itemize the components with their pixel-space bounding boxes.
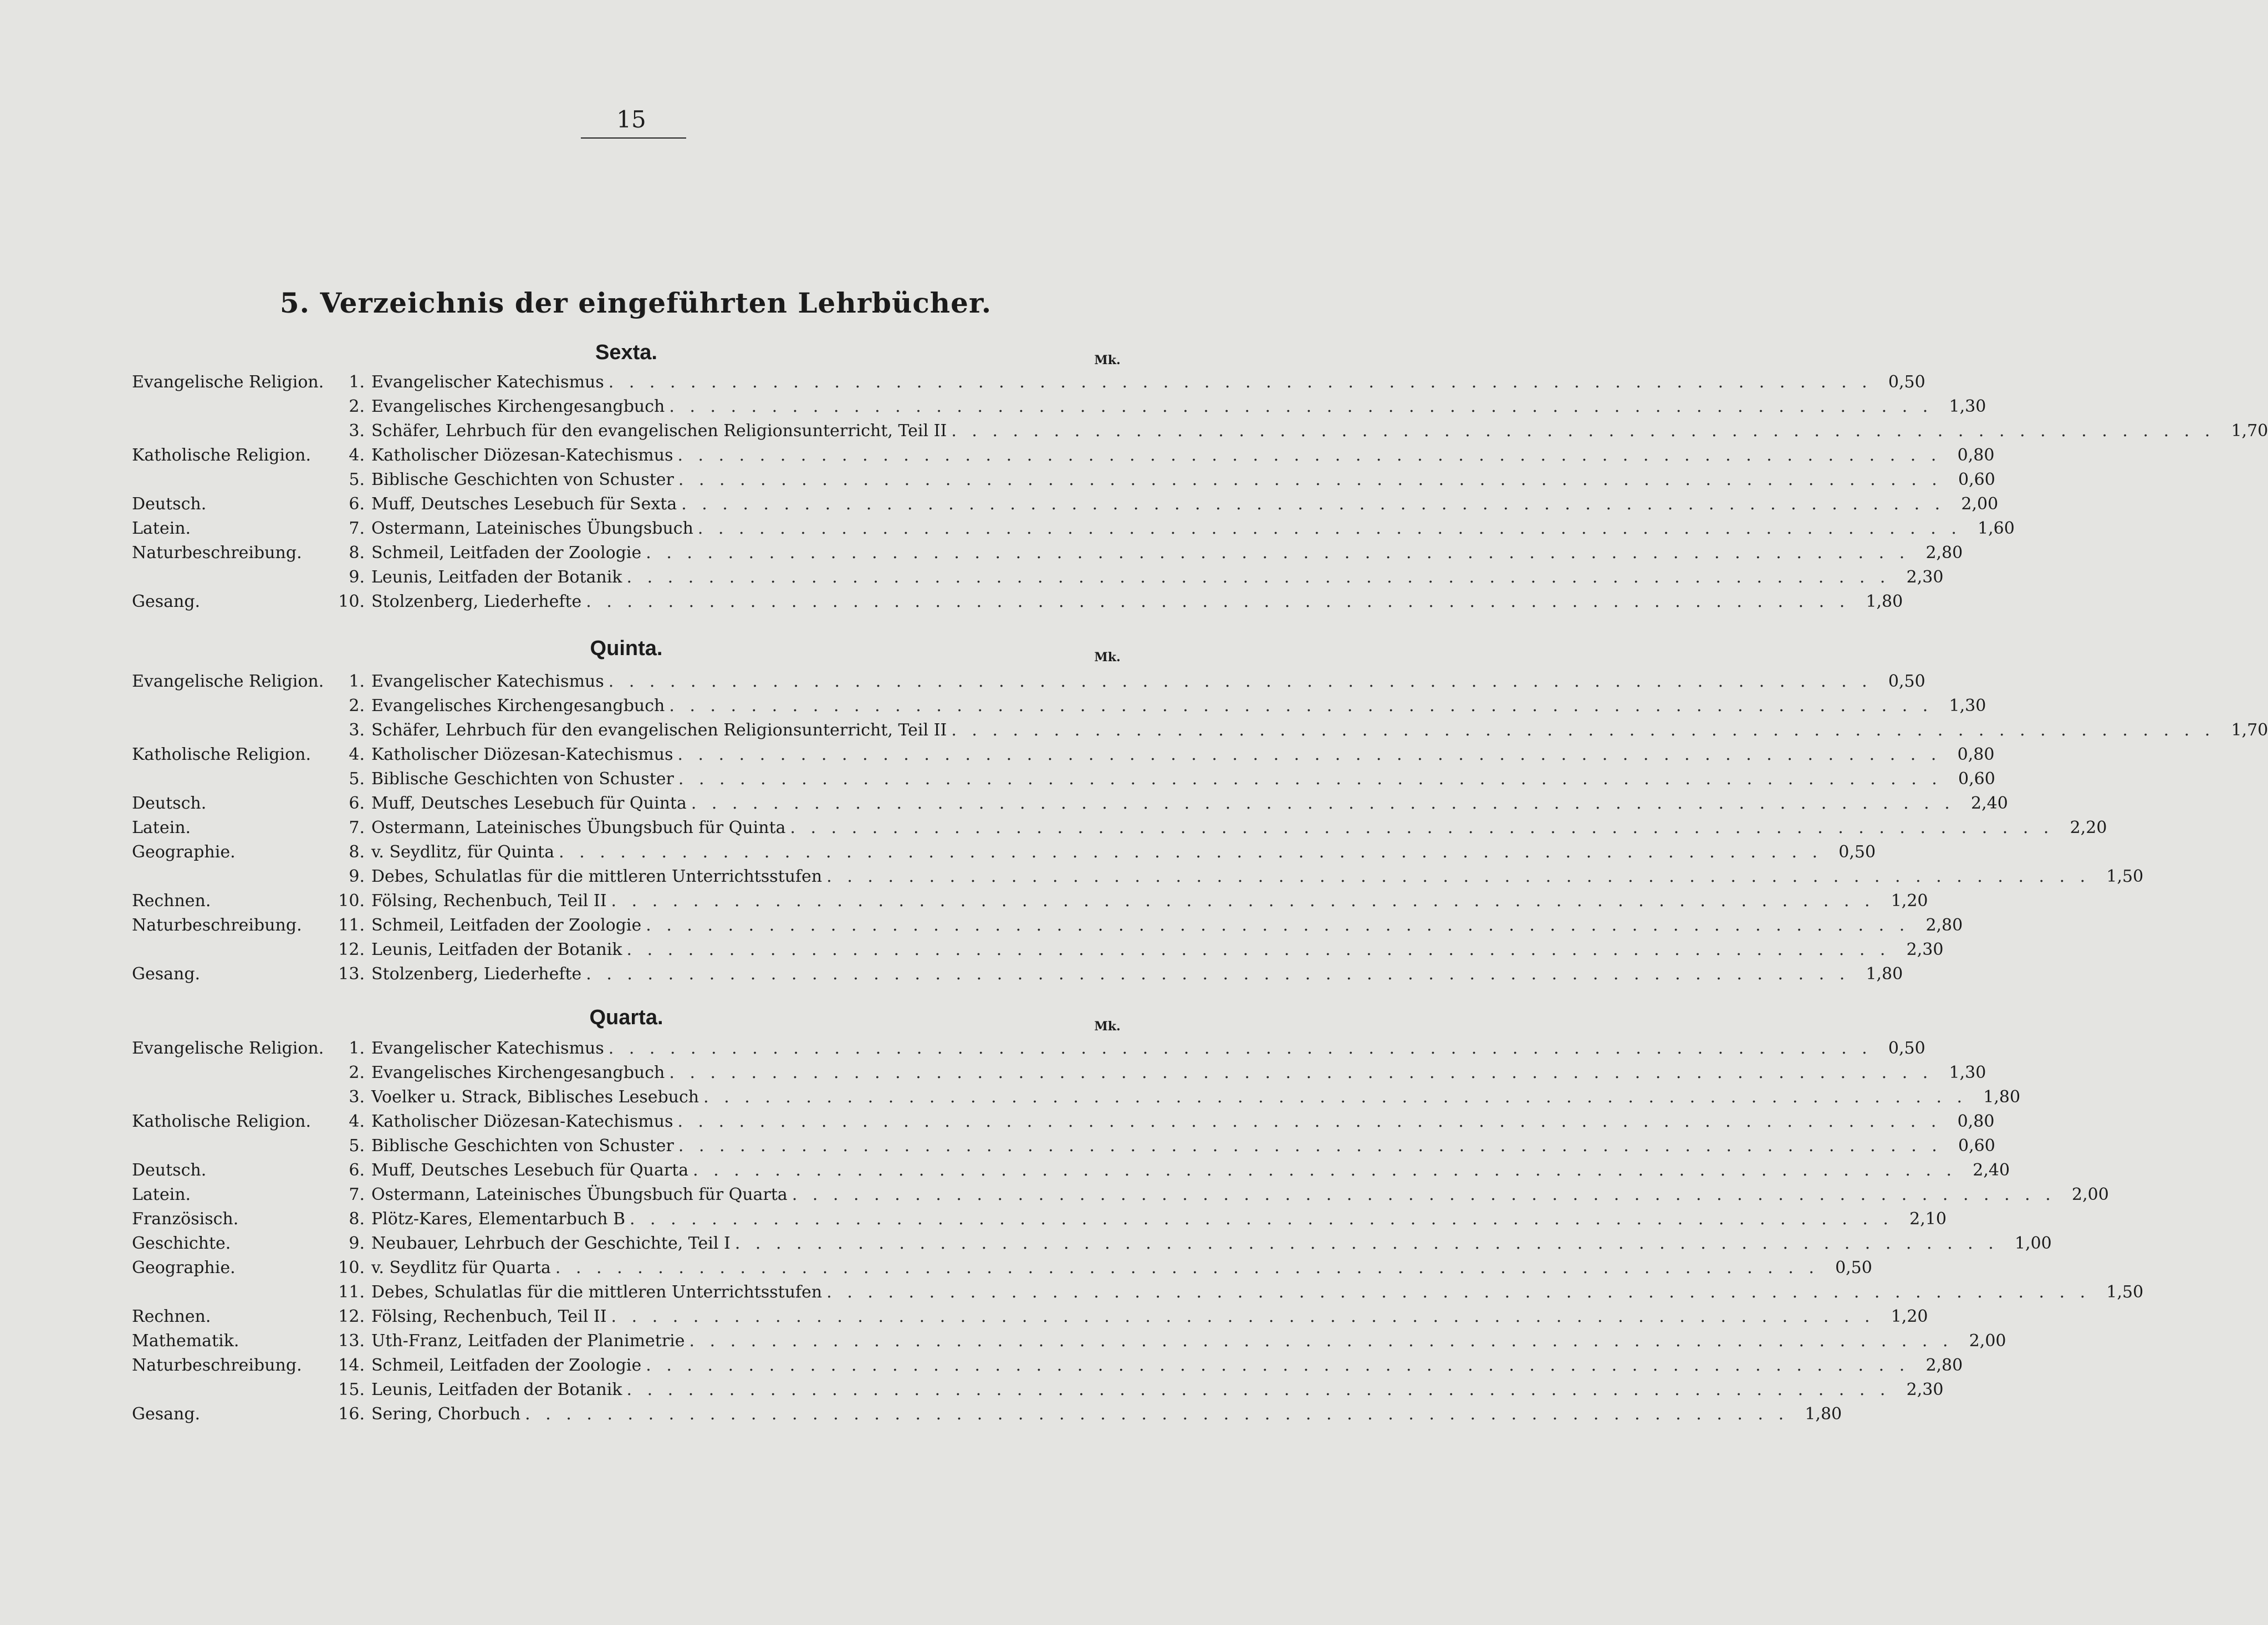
book-entry	[331, 468, 1995, 492]
book-title: Schäfer, Lehrbuch für den evangelischen Religionsunterricht, Teil II	[371, 421, 947, 441]
item-number: 11.	[338, 1282, 365, 1302]
subject-label: Katholische Religion.	[132, 446, 311, 465]
subject-label: Gesang.	[132, 592, 201, 611]
price: 1,50	[2106, 867, 2144, 886]
leader-dots: . . . . . . . . . . . . . . . . . . . . . . . . . . . . . . . . . . . . . . . . . . . . . . . . . . . . . . . . . . . . . .	[790, 818, 2054, 837]
table-row	[132, 694, 1986, 718]
leader-dots: . . . . . . . . . . . . . . . . . . . . . . . . . . . . . . . . . . . . . . . . . . . . . . . . . . . . . . . . . . . . . .	[693, 1161, 1957, 1180]
item-number: 5.	[349, 470, 365, 489]
price: 2,10	[1909, 1209, 1947, 1229]
book-entry	[331, 1305, 1928, 1329]
subject-label: Evangelische Religion.	[132, 372, 324, 392]
table-row	[132, 517, 2015, 541]
item-number: 1.	[349, 1039, 365, 1058]
item-number: 5.	[349, 1136, 365, 1156]
item-number: 12.	[338, 940, 365, 959]
book-entry	[331, 1183, 2109, 1207]
leader-dots: . . . . . . . . . . . . . . . . . . . . . . . . . . . . . . . . . . . . . . . . . . . . . . . . . . . . . . . . . . . . . .	[669, 397, 1933, 416]
item-number: 11.	[338, 916, 365, 935]
price: 2,30	[1906, 940, 1944, 959]
page-number: 15	[616, 106, 646, 133]
table-row	[132, 718, 2268, 743]
subject-label: Geschichte.	[132, 1234, 231, 1253]
leader-dots: . . . . . . . . . . . . . . . . . . . . . . . . . . . . . . . . . . . . . . . . . . . . . . . . . . . . . . . . . . . . . .	[611, 891, 1875, 911]
book-title: Evangelisches Kirchengesangbuch	[371, 397, 665, 416]
book-entry	[331, 1207, 1947, 1231]
book-entry	[331, 1134, 1995, 1158]
item-number: 10.	[338, 592, 365, 611]
book-title: Stolzenberg, Liederhefte	[371, 964, 582, 984]
leader-dots: . . . . . . . . . . . . . . . . . . . . . . . . . . . . . . . . . . . . . . . . . . . . . . . . . . . . . . . . . . . . . .	[608, 372, 1872, 392]
table-row	[132, 865, 2144, 889]
price: 1,80	[1805, 1404, 1842, 1424]
book-title: Schmeil, Leitfaden der Zoologie	[371, 543, 642, 563]
price: 2,00	[1961, 494, 1999, 514]
leader-dots: . . . . . . . . . . . . . . . . . . . . . . . . . . . . . . . . . . . . . . . . . . . . . . . . . . . . . . . . . . . . . .	[559, 842, 1823, 862]
subject-label: Rechnen.	[132, 891, 211, 911]
book-title: Evangelischer Katechismus	[371, 672, 604, 691]
item-number: 2.	[349, 1063, 365, 1082]
subject-label: Katholische Religion.	[132, 1112, 311, 1131]
book-entry	[331, 767, 1995, 791]
book-entry	[331, 791, 2008, 816]
book-entry	[331, 743, 1995, 767]
book-title: Stolzenberg, Liederhefte	[371, 592, 582, 611]
book-title: Debes, Schulatlas für die mittleren Unterrichtsstufen	[371, 867, 823, 886]
currency-unit-label: Mk.	[1094, 650, 1121, 665]
subject-label: Gesang.	[132, 964, 201, 984]
table-row	[132, 1231, 2052, 1256]
price: 0,50	[1888, 672, 1925, 691]
price: 2,40	[1973, 1161, 2010, 1180]
subject-label: Gesang.	[132, 1404, 201, 1424]
leader-dots: . . . . . . . . . . . . . . . . . . . . . . . . . . . . . . . . . . . . . . . . . . . . . . . . . . . . . . . . . . . . . .	[669, 1063, 1933, 1082]
book-title: v. Seydlitz, für Quinta	[371, 842, 555, 862]
book-entry	[331, 1378, 1944, 1402]
item-number: 2.	[349, 397, 365, 416]
subject-label: Geographie.	[132, 1258, 236, 1277]
section-heading-quinta: Quinta.	[590, 637, 663, 660]
book-title: Leunis, Leitfaden der Botanik	[371, 940, 622, 959]
book-title: Muff, Deutsches Lesebuch für Quinta	[371, 794, 687, 813]
book-entry	[331, 718, 2268, 743]
table-row	[132, 1353, 1963, 1378]
item-number: 12.	[338, 1307, 365, 1326]
item-number: 15.	[338, 1380, 365, 1399]
item-number: 13.	[338, 964, 365, 984]
table-row	[132, 395, 1986, 419]
book-entry	[331, 419, 2268, 443]
price: 2,80	[1925, 543, 1963, 563]
book-entry	[331, 670, 1925, 694]
table-row	[132, 1329, 2006, 1353]
item-number: 6.	[349, 1161, 365, 1180]
book-title: Fölsing, Rechenbuch, Teil II	[371, 1307, 607, 1326]
leader-dots: . . . . . . . . . . . . . . . . . . . . . . . . . . . . . . . . . . . . . . . . . . . . . . . . . . . . . . . . . . . . . .	[646, 543, 1910, 563]
book-entry	[331, 541, 1963, 565]
leader-dots: . . . . . . . . . . . . . . . . . . . . . . . . . . . . . . . . . . . . . . . . . . . . . . . . . . . . . . . . . . . . . .	[629, 1209, 1893, 1229]
item-number: 10.	[338, 1258, 365, 1277]
book-entry	[331, 443, 1995, 468]
item-number: 7.	[349, 818, 365, 837]
price: 1,30	[1949, 696, 1986, 716]
leader-dots: . . . . . . . . . . . . . . . . . . . . . . . . . . . . . . . . . . . . . . . . . . . . . . . . . . . . . . . . . . . . . .	[646, 1356, 1910, 1375]
item-number: 8.	[349, 1209, 365, 1229]
book-title: v. Seydlitz für Quarta	[371, 1258, 551, 1277]
price: 0,60	[1958, 470, 1995, 489]
subject-label: Naturbeschreibung.	[132, 543, 302, 563]
leader-dots: . . . . . . . . . . . . . . . . . . . . . . . . . . . . . . . . . . . . . . . . . . . . . . . . . . . . . . . . . . . . . .	[611, 1307, 1875, 1326]
book-title: Sering, Chorbuch	[371, 1404, 521, 1424]
table-row	[132, 1305, 1928, 1329]
leader-dots: . . . . . . . . . . . . . . . . . . . . . . . . . . . . . . . . . . . . . . . . . . . . . . . . . . . . . . . . . . . . . .	[678, 769, 1942, 789]
book-title: Katholischer Diözesan-Katechismus	[371, 446, 673, 465]
currency-unit-label: Mk.	[1094, 353, 1121, 367]
item-number: 14.	[338, 1356, 365, 1375]
table-row	[132, 1378, 1944, 1402]
table-row	[132, 1158, 2010, 1183]
item-number: 7.	[349, 1185, 365, 1204]
book-title: Biblische Geschichten von Schuster	[371, 769, 674, 789]
leader-dots: . . . . . . . . . . . . . . . . . . . . . . . . . . . . . . . . . . . . . . . . . . . . . . . . . . . . . . . . . . . . . .	[703, 1087, 1968, 1107]
table-row	[132, 419, 2268, 443]
book-title: Plötz-Kares, Elementarbuch B	[371, 1209, 625, 1229]
leader-dots: . . . . . . . . . . . . . . . . . . . . . . . . . . . . . . . . . . . . . . . . . . . . . . . . . . . . . . . . . . . . . .	[678, 470, 1942, 489]
book-entry	[331, 1353, 1963, 1378]
item-number: 6.	[349, 494, 365, 514]
price: 0,60	[1958, 1136, 1995, 1156]
item-number: 1.	[349, 372, 365, 392]
book-title: Neubauer, Lehrbuch der Geschichte, Teil I	[371, 1234, 731, 1253]
leader-dots: . . . . . . . . . . . . . . . . . . . . . . . . . . . . . . . . . . . . . . . . . . . . . . . . . . . . . . . . . . . . . .	[791, 1185, 2056, 1204]
table-row	[132, 1085, 2021, 1110]
table-row	[132, 1134, 1995, 1158]
leader-dots: . . . . . . . . . . . . . . . . . . . . . . . . . . . . . . . . . . . . . . . . . . . . . . . . . . . . . . . . . . . . . .	[677, 1112, 1942, 1131]
item-number: 10.	[338, 891, 365, 911]
table-row	[132, 1110, 1995, 1134]
price: 1,20	[1891, 891, 1928, 911]
item-number: 4.	[349, 446, 365, 465]
book-entry	[331, 1231, 2052, 1256]
price: 0,50	[1888, 372, 1925, 392]
item-number: 1.	[349, 672, 365, 691]
book-entry	[331, 1085, 2021, 1110]
price: 0,60	[1958, 769, 1995, 789]
table-row	[132, 889, 1928, 913]
book-title: Katholischer Diözesan-Katechismus	[371, 745, 673, 764]
price: 1,80	[1983, 1087, 2021, 1107]
book-entry	[331, 565, 1944, 590]
subject-label: Deutsch.	[132, 794, 207, 813]
book-title: Ostermann, Lateinisches Übungsbuch	[371, 519, 693, 538]
table-row	[132, 767, 1995, 791]
section-heading-quarta: Quarta.	[589, 1006, 663, 1029]
book-entry	[331, 1329, 2006, 1353]
item-number: 6.	[349, 794, 365, 813]
price: 2,80	[1925, 916, 1963, 935]
item-number: 13.	[338, 1331, 365, 1351]
leader-dots: . . . . . . . . . . . . . . . . . . . . . . . . . . . . . . . . . . . . . . . . . . . . . . . . . . . . . . . . . . . . . .	[689, 1331, 1953, 1351]
subject-label: Evangelische Religion.	[132, 1039, 324, 1058]
price: 0,50	[1888, 1039, 1925, 1058]
price: 1,60	[1978, 519, 2015, 538]
table-row	[132, 1183, 2109, 1207]
document-title: 5. Verzeichnis der eingeführten Lehrbücher.	[279, 287, 992, 319]
book-title: Uth-Franz, Leitfaden der Planimetrie	[371, 1331, 685, 1351]
price: 2,30	[1906, 1380, 1944, 1399]
table-row	[132, 840, 1876, 865]
book-entry	[331, 370, 1925, 395]
table-row	[132, 492, 1999, 517]
price: 0,80	[1957, 446, 1995, 465]
item-number: 5.	[349, 769, 365, 789]
book-entry	[331, 938, 1944, 962]
price: 2,00	[1969, 1331, 2006, 1351]
leader-dots: . . . . . . . . . . . . . . . . . . . . . . . . . . . . . . . . . . . . . . . . . . . . . . . . . . . . . . . . . . . . . .	[555, 1258, 1819, 1277]
subject-label: Rechnen.	[132, 1307, 211, 1326]
book-title: Voelker u. Strack, Biblisches Lesebuch	[371, 1087, 699, 1107]
book-title: Leunis, Leitfaden der Botanik	[371, 568, 622, 587]
table-row	[132, 791, 2008, 816]
price: 0,80	[1957, 1112, 1995, 1131]
leader-dots: . . . . . . . . . . . . . . . . . . . . . . . . . . . . . . . . . . . . . . . . . . . . . . . . . . . . . . . . . . . . . .	[691, 794, 1955, 813]
subject-label: Naturbeschreibung.	[132, 916, 302, 935]
leader-dots: . . . . . . . . . . . . . . . . . . . . . . . . . . . . . . . . . . . . . . . . . . . . . . . . . . . . . . . . . . . . . .	[951, 720, 2215, 740]
item-number: 3.	[349, 1087, 365, 1107]
subject-label: Geographie.	[132, 842, 236, 862]
book-title: Schäfer, Lehrbuch für den evangelischen Religionsunterricht, Teil II	[371, 720, 947, 740]
book-entry	[331, 1402, 1842, 1427]
book-entry	[331, 840, 1876, 865]
book-entry	[331, 1061, 1986, 1085]
table-row	[132, 565, 1944, 590]
page-number-rule	[581, 137, 686, 139]
book-title: Schmeil, Leitfaden der Zoologie	[371, 916, 642, 935]
book-entry	[331, 590, 1903, 614]
price: 2,40	[1970, 794, 2008, 813]
book-title: Schmeil, Leitfaden der Zoologie	[371, 1356, 642, 1375]
item-number: 3.	[349, 720, 365, 740]
table-row	[132, 670, 1925, 694]
price: 1,70	[2231, 720, 2268, 740]
leader-dots: . . . . . . . . . . . . . . . . . . . . . . . . . . . . . . . . . . . . . . . . . . . . . . . . . . . . . . . . . . . . . .	[826, 1282, 2091, 1302]
leader-dots: . . . . . . . . . . . . . . . . . . . . . . . . . . . . . . . . . . . . . . . . . . . . . . . . . . . . . . . . . . . . . .	[734, 1234, 1999, 1253]
item-number: 9.	[349, 568, 365, 587]
book-entry	[331, 492, 1999, 517]
subject-label: Katholische Religion.	[132, 745, 311, 764]
leader-dots: . . . . . . . . . . . . . . . . . . . . . . . . . . . . . . . . . . . . . . . . . . . . . . . . . . . . . . . . . . . . . .	[626, 940, 1891, 959]
book-title: Biblische Geschichten von Schuster	[371, 470, 674, 489]
table-row	[132, 938, 1944, 962]
book-title: Ostermann, Lateinisches Übungsbuch für Quinta	[371, 818, 786, 837]
item-number: 4.	[349, 745, 365, 764]
price: 2,20	[2070, 818, 2107, 837]
leader-dots: . . . . . . . . . . . . . . . . . . . . . . . . . . . . . . . . . . . . . . . . . . . . . . . . . . . . . . . . . . . . . .	[951, 421, 2215, 441]
subject-label: Latein.	[132, 519, 191, 538]
price: 1,50	[2106, 1282, 2144, 1302]
item-number: 2.	[349, 696, 365, 716]
book-entry	[331, 816, 2107, 840]
book-entry	[331, 1036, 1925, 1061]
table-row	[132, 590, 1903, 614]
price: 1,70	[2231, 421, 2268, 441]
table-row	[132, 1036, 1925, 1061]
leader-dots: . . . . . . . . . . . . . . . . . . . . . . . . . . . . . . . . . . . . . . . . . . . . . . . . . . . . . . . . . . . . . .	[646, 916, 1910, 935]
item-number: 16.	[338, 1404, 365, 1424]
subject-label: Naturbeschreibung.	[132, 1356, 302, 1375]
leader-dots: . . . . . . . . . . . . . . . . . . . . . . . . . . . . . . . . . . . . . . . . . . . . . . . . . . . . . . . . . . . . . .	[669, 696, 1933, 716]
book-title: Evangelischer Katechismus	[371, 1039, 604, 1058]
table-row	[132, 743, 1995, 767]
table-row	[132, 1280, 2144, 1305]
book-entry	[331, 962, 1903, 987]
price: 0,80	[1957, 745, 1995, 764]
leader-dots: . . . . . . . . . . . . . . . . . . . . . . . . . . . . . . . . . . . . . . . . . . . . . . . . . . . . . . . . . . . . . .	[586, 964, 1850, 984]
leader-dots: . . . . . . . . . . . . . . . . . . . . . . . . . . . . . . . . . . . . . . . . . . . . . . . . . . . . . . . . . . . . . .	[826, 867, 2091, 886]
subject-label: Latein.	[132, 1185, 191, 1204]
table-row	[132, 370, 1925, 395]
book-entry	[331, 1158, 2010, 1183]
price: 1,80	[1866, 592, 1903, 611]
table-row	[132, 1207, 1947, 1231]
subject-label: Deutsch.	[132, 1161, 207, 1180]
leader-dots: . . . . . . . . . . . . . . . . . . . . . . . . . . . . . . . . . . . . . . . . . . . . . . . . . . . . . . . . . . . . . .	[608, 672, 1872, 691]
book-entry	[331, 395, 1986, 419]
subject-label: Mathematik.	[132, 1331, 239, 1351]
leader-dots: . . . . . . . . . . . . . . . . . . . . . . . . . . . . . . . . . . . . . . . . . . . . . . . . . . . . . . . . . . . . . .	[697, 519, 1961, 538]
table-row	[132, 913, 1963, 938]
price: 1,20	[1891, 1307, 1928, 1326]
leader-dots: . . . . . . . . . . . . . . . . . . . . . . . . . . . . . . . . . . . . . . . . . . . . . . . . . . . . . . . . . . . . . .	[525, 1404, 1789, 1424]
leader-dots: . . . . . . . . . . . . . . . . . . . . . . . . . . . . . . . . . . . . . . . . . . . . . . . . . . . . . . . . . . . . . .	[677, 446, 1942, 465]
leader-dots: . . . . . . . . . . . . . . . . . . . . . . . . . . . . . . . . . . . . . . . . . . . . . . . . . . . . . . . . . . . . . .	[681, 494, 1945, 514]
book-entry	[331, 1280, 2144, 1305]
price: 0,50	[1838, 842, 1876, 862]
price: 2,80	[1925, 1356, 1963, 1375]
book-title: Leunis, Leitfaden der Botanik	[371, 1380, 622, 1399]
book-title: Biblische Geschichten von Schuster	[371, 1136, 674, 1156]
book-entry	[331, 913, 1963, 938]
item-number: 3.	[349, 421, 365, 441]
currency-unit-label: Mk.	[1094, 1019, 1121, 1034]
book-entry	[331, 889, 1928, 913]
table-row	[132, 468, 1995, 492]
leader-dots: . . . . . . . . . . . . . . . . . . . . . . . . . . . . . . . . . . . . . . . . . . . . . . . . . . . . . . . . . . . . . .	[677, 745, 1942, 764]
book-title: Evangelischer Katechismus	[371, 372, 604, 392]
item-number: 8.	[349, 543, 365, 563]
leader-dots: . . . . . . . . . . . . . . . . . . . . . . . . . . . . . . . . . . . . . . . . . . . . . . . . . . . . . . . . . . . . . .	[678, 1136, 1942, 1156]
price: 1,30	[1949, 397, 1986, 416]
book-title: Katholischer Diözesan-Katechismus	[371, 1112, 673, 1131]
book-title: Fölsing, Rechenbuch, Teil II	[371, 891, 607, 911]
leader-dots: . . . . . . . . . . . . . . . . . . . . . . . . . . . . . . . . . . . . . . . . . . . . . . . . . . . . . . . . . . . . . .	[626, 568, 1891, 587]
leader-dots: . . . . . . . . . . . . . . . . . . . . . . . . . . . . . . . . . . . . . . . . . . . . . . . . . . . . . . . . . . . . . .	[586, 592, 1850, 611]
price: 0,50	[1835, 1258, 1872, 1277]
leader-dots: . . . . . . . . . . . . . . . . . . . . . . . . . . . . . . . . . . . . . . . . . . . . . . . . . . . . . . . . . . . . . .	[626, 1380, 1891, 1399]
item-number: 9.	[349, 867, 365, 886]
subject-label: Latein.	[132, 818, 191, 837]
book-title: Evangelisches Kirchengesangbuch	[371, 1063, 665, 1082]
item-number: 7.	[349, 519, 365, 538]
book-entry	[331, 517, 2015, 541]
table-row	[132, 1061, 1986, 1085]
item-number: 9.	[349, 1234, 365, 1253]
price: 1,80	[1866, 964, 1903, 984]
price: 2,30	[1906, 568, 1944, 587]
table-row	[132, 1402, 1842, 1427]
subject-label: Deutsch.	[132, 494, 207, 514]
price: 1,30	[1949, 1063, 1986, 1082]
table-row	[132, 962, 1903, 987]
leader-dots: . . . . . . . . . . . . . . . . . . . . . . . . . . . . . . . . . . . . . . . . . . . . . . . . . . . . . . . . . . . . . .	[608, 1039, 1872, 1058]
subject-label: Evangelische Religion.	[132, 672, 324, 691]
book-title: Muff, Deutsches Lesebuch für Sexta	[371, 494, 677, 514]
book-entry	[331, 1256, 1872, 1280]
book-entry	[331, 1110, 1995, 1134]
book-title: Muff, Deutsches Lesebuch für Quarta	[371, 1161, 689, 1180]
item-number: 4.	[349, 1112, 365, 1131]
book-title: Ostermann, Lateinisches Übungsbuch für Quarta	[371, 1185, 788, 1204]
book-title: Evangelisches Kirchengesangbuch	[371, 696, 665, 716]
subject-label: Französisch.	[132, 1209, 239, 1229]
section-heading-sexta: Sexta.	[595, 341, 657, 364]
book-title: Debes, Schulatlas für die mittleren Unterrichtsstufen	[371, 1282, 823, 1302]
table-row	[132, 541, 1963, 565]
table-row	[132, 816, 2107, 840]
table-row	[132, 443, 1995, 468]
book-entry	[331, 865, 2144, 889]
table-row	[132, 1256, 1872, 1280]
book-entry	[331, 694, 1986, 718]
price: 1,00	[2014, 1234, 2052, 1253]
price: 2,00	[2071, 1185, 2109, 1204]
item-number: 8.	[349, 842, 365, 862]
